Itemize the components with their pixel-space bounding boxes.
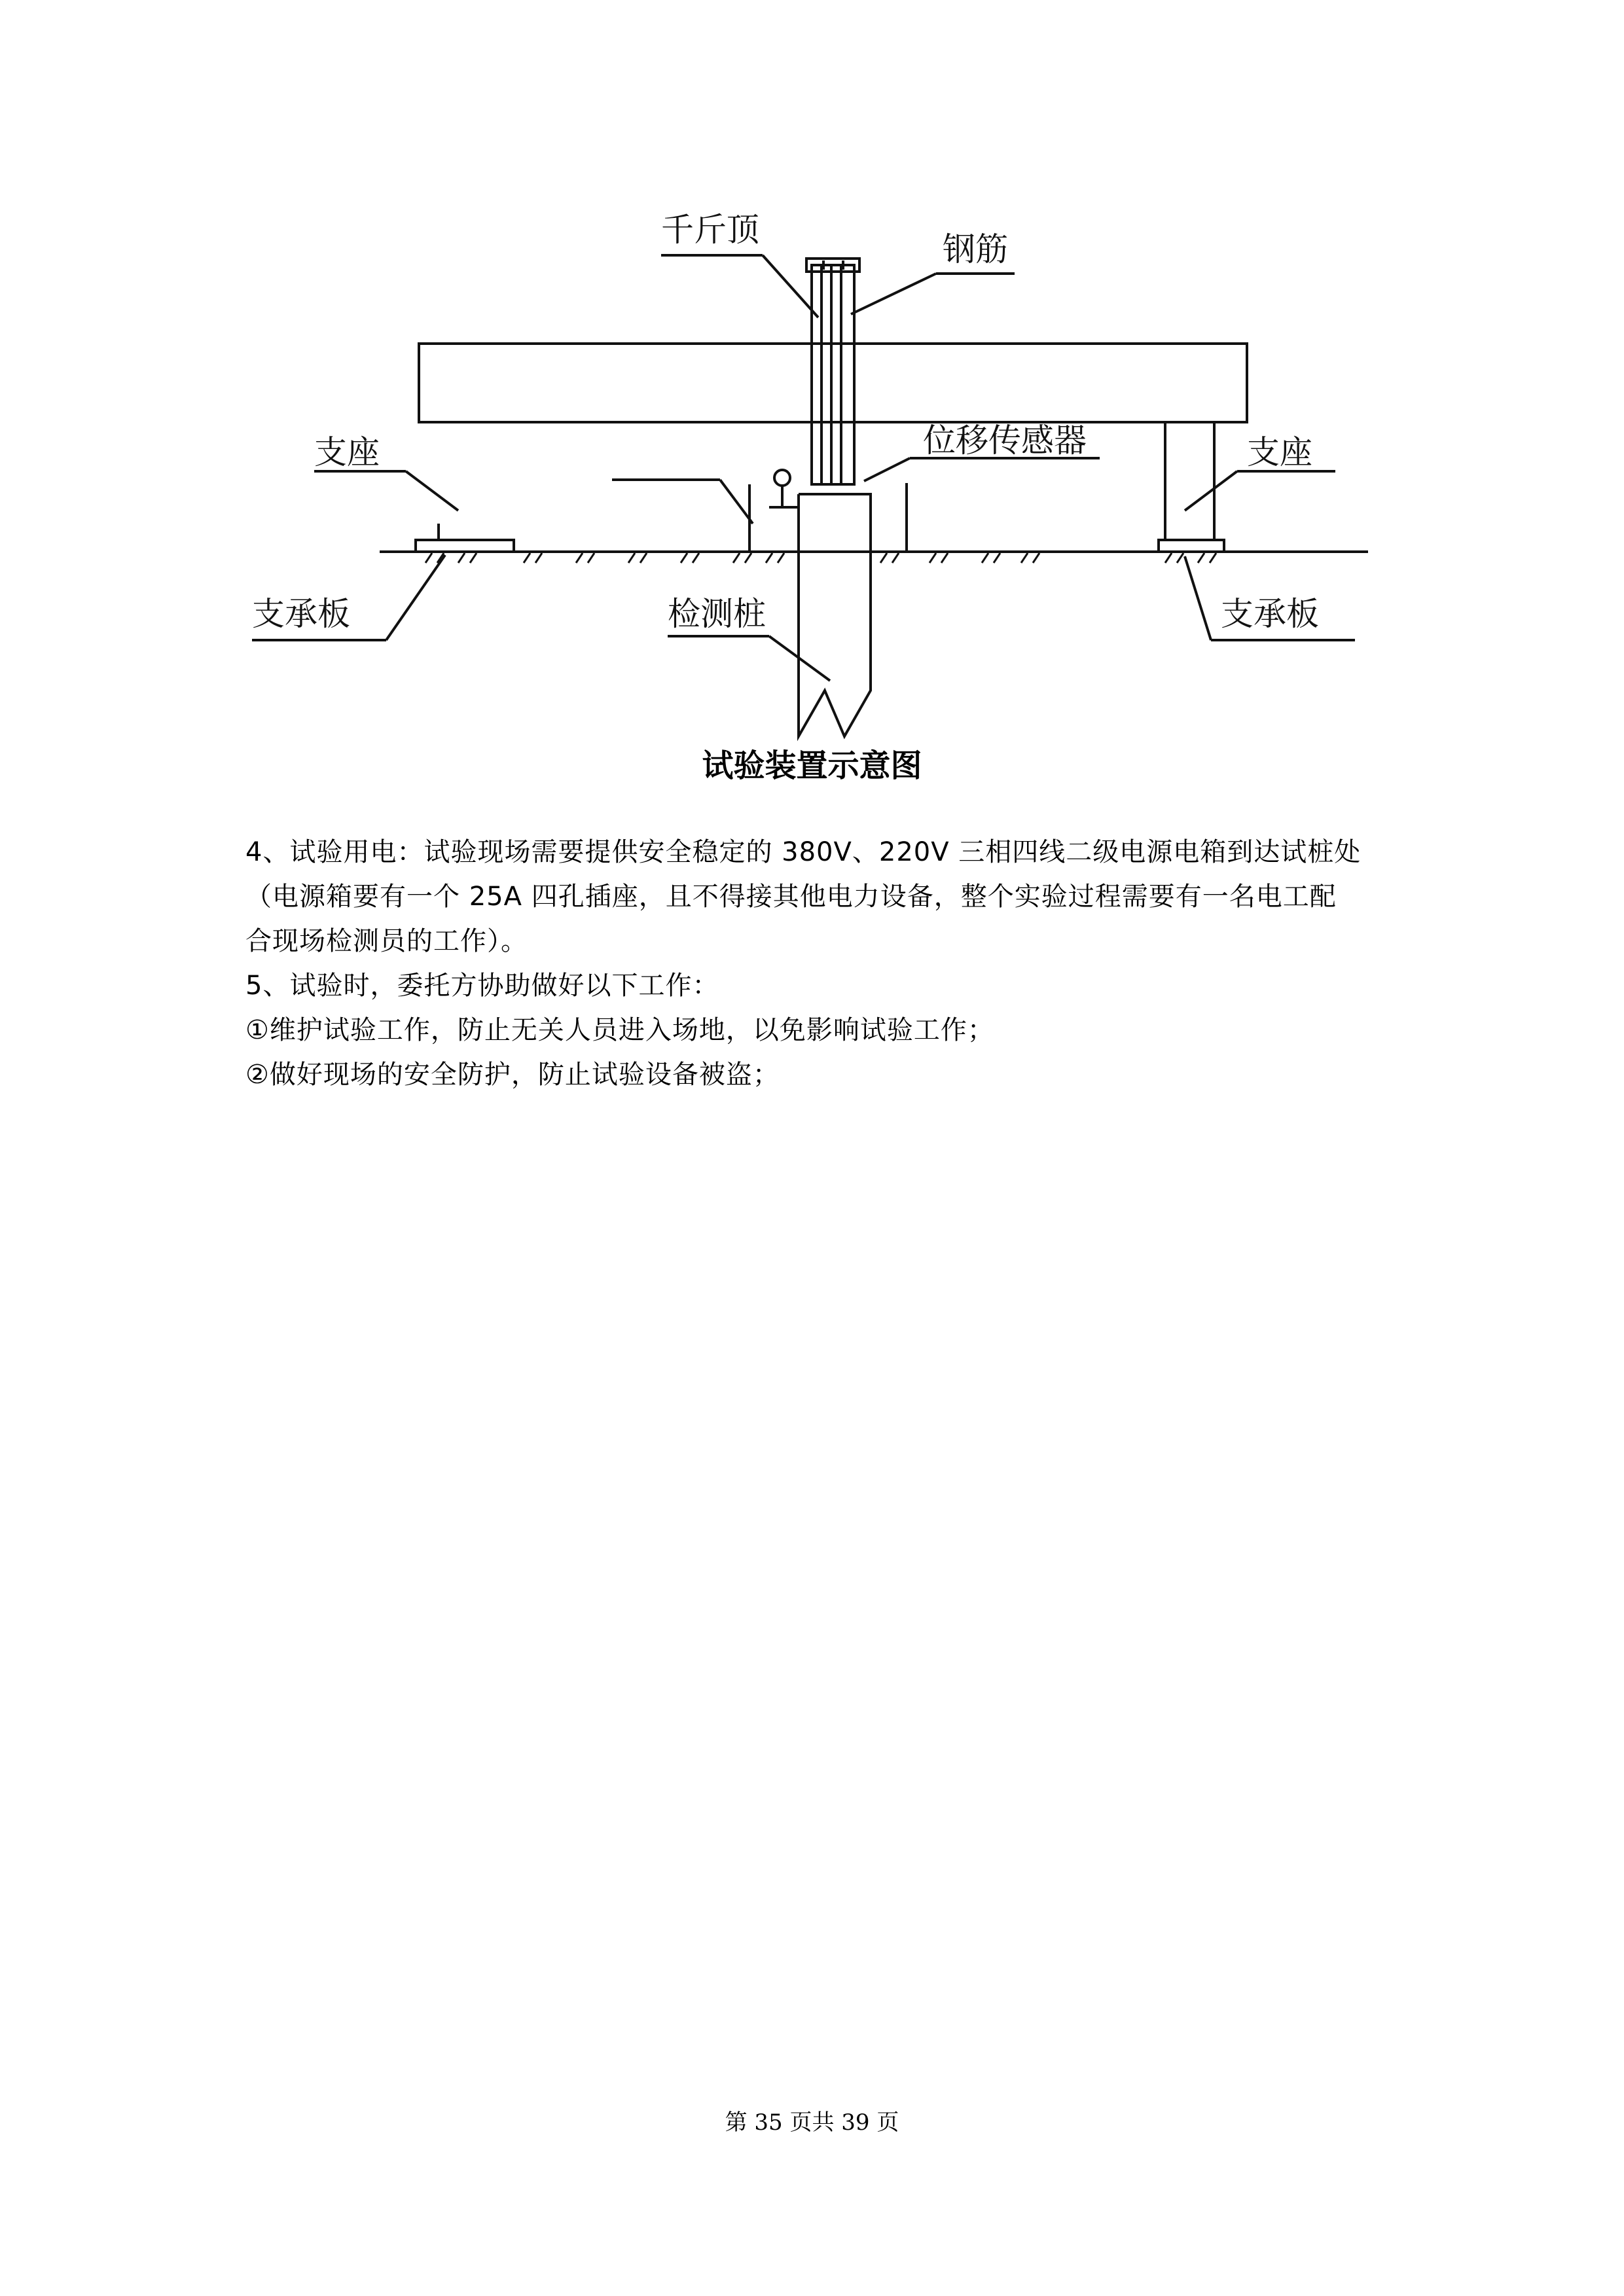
right-support	[1165, 422, 1214, 540]
sensor-label: 位移传感器	[923, 422, 1087, 459]
bearing-plate-right-label: 支承板	[1221, 595, 1319, 633]
support-left-label: 支座	[314, 433, 380, 471]
support-right-label: 支座	[1247, 433, 1312, 471]
test-pile-shape	[799, 494, 871, 736]
right-bearing-plate	[1159, 540, 1224, 552]
body-line-3: 合现场检测员的工作）。	[245, 926, 528, 956]
main-beam	[419, 344, 1247, 422]
test-setup-diagram	[0, 0, 1624, 746]
left-bearing-plate	[416, 540, 514, 552]
jack-column	[812, 265, 854, 484]
bearing-plate-left-label: 支承板	[252, 595, 350, 633]
rebar-label: 钢筋	[943, 230, 1008, 268]
body-line-5: ①维护试验工作，防止无关人员进入场地，以免影响试验工作；	[245, 1015, 994, 1045]
body-line-6: ②做好现场的安全防护，防止试验设备被盗；	[245, 1060, 780, 1090]
test-pile-label: 检测桩	[668, 595, 766, 633]
page-footer: 第 35 页共 39 页	[725, 2109, 899, 2136]
body-line-1: 4、试验用电：试验现场需要提供安全稳定的 380V、220V 三相四线二级电源电箱到达试桩处	[245, 837, 1362, 867]
figure-caption: 试验装置示意图	[702, 747, 922, 784]
body-line-2: （电源箱要有一个 25A 四孔插座，且不得接其他电力设备，整个实验过程需要有一名电工配	[245, 882, 1337, 912]
ground-hatching	[425, 553, 1216, 563]
jack-label: 千斤顶	[661, 211, 759, 249]
body-line-4: 5、试验时，委托方协助做好以下工作：	[245, 971, 719, 1001]
